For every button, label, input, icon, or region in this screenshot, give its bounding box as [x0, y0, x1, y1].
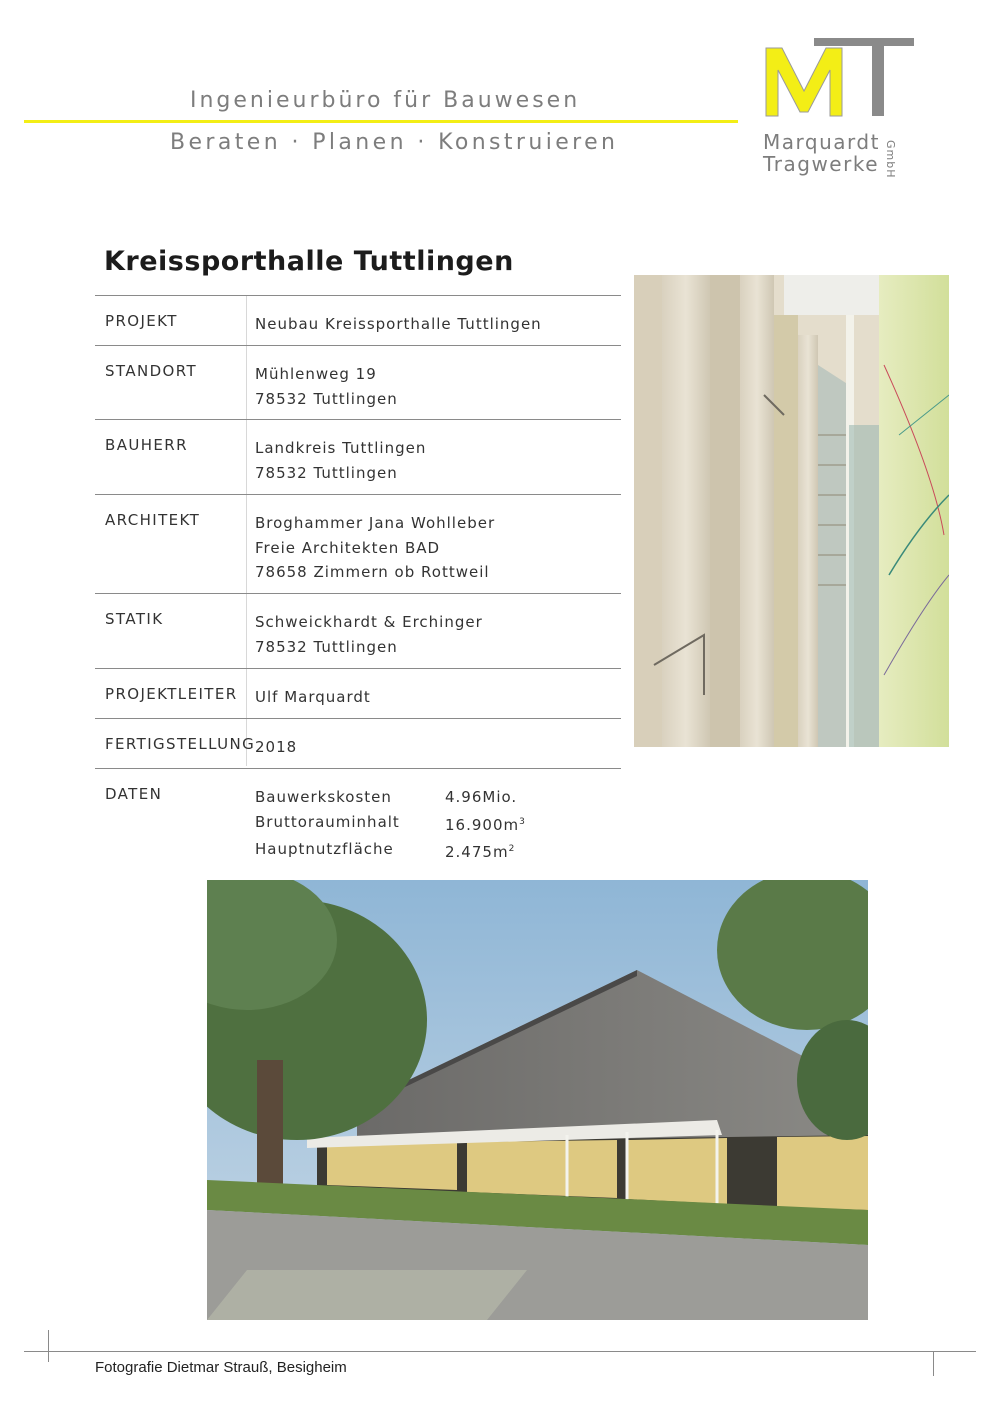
table-row-daten — [95, 768, 621, 859]
project-table — [95, 295, 621, 859]
daten-value: $2.475m^2$ — [445, 843, 516, 861]
row-label: BAUHERR — [105, 436, 188, 454]
row-label: PROJEKT — [105, 312, 178, 330]
daten-key: Bauwerkskosten — [255, 788, 392, 806]
daten-item — [255, 810, 526, 838]
table-row-standort — [95, 345, 621, 419]
row-label: PROJEKTLEITER — [105, 685, 238, 703]
row-value — [255, 362, 398, 411]
value-line: Neubau Kreissporthalle Tuttlingen — [255, 315, 542, 333]
value-line: Freie Architekten BAD — [255, 538, 441, 557]
value-line: 2018 — [255, 738, 298, 756]
daten-item — [255, 837, 526, 865]
footer-tick-right — [933, 1352, 934, 1376]
logo-name — [763, 131, 880, 175]
page-title: Kreissporthalle Tuttlingen — [104, 246, 514, 277]
row-value — [255, 511, 495, 585]
daten-values — [255, 785, 526, 865]
table-row-architekt — [95, 494, 621, 593]
logo-name-line2: Tragwerke — [763, 152, 880, 176]
logo-name-line1: Marquardt — [763, 130, 880, 154]
value-line: 78532 Tuttlingen — [255, 463, 398, 482]
exterior-photo — [207, 880, 868, 1320]
value-line: Broghammer Jana Wohlleber — [255, 514, 496, 532]
daten-value: 4.96Mio. — [445, 788, 518, 806]
table-row-projekt — [95, 295, 621, 345]
row-value — [255, 312, 542, 337]
row-label: STATIK — [105, 610, 164, 628]
value-line: Landkreis Tuttlingen — [255, 439, 427, 457]
daten-value: $16.900m^3$ — [445, 815, 526, 834]
table-row-statik — [95, 593, 621, 668]
row-label: STANDORT — [105, 362, 198, 380]
row-label: ARCHITEKT — [105, 511, 201, 529]
logo-suffix: GmbH — [884, 140, 897, 179]
header-services: Beraten · Planen · Konstruieren — [170, 130, 619, 155]
footer-tick-left — [48, 1330, 49, 1362]
header-rule — [24, 120, 738, 123]
row-value — [255, 436, 426, 485]
row-value — [255, 610, 483, 659]
value-line: Ulf Marquardt — [255, 688, 371, 706]
footer-rule — [24, 1351, 976, 1352]
daten-item — [255, 785, 526, 810]
photo-credit: Fotografie Dietmar Strauß, Besigheim — [95, 1359, 347, 1376]
row-value — [255, 685, 371, 710]
table-row-fertigstellung — [95, 718, 621, 768]
value-line: 78658 Zimmern ob Rottweil — [255, 563, 490, 581]
row-label: FERTIGSTELLUNG — [105, 735, 256, 753]
row-value — [255, 735, 297, 760]
value-line: Mühlenweg 19 — [255, 365, 377, 383]
daten-key: Hauptnutzfläche — [255, 840, 394, 858]
value-line: Schweickhardt & Erchinger — [255, 613, 483, 631]
value-line: 78532 Tuttlingen — [255, 637, 398, 656]
value-line: 78532 Tuttlingen — [255, 389, 398, 408]
table-row-projektleiter — [95, 668, 621, 718]
daten-key: Bruttorauminhalt — [255, 812, 400, 831]
table-row-bauherr — [95, 419, 621, 494]
interior-photo — [634, 275, 949, 747]
row-label: DATEN — [105, 785, 163, 803]
header-tagline: Ingenieurbüro für Bauwesen — [190, 88, 581, 113]
